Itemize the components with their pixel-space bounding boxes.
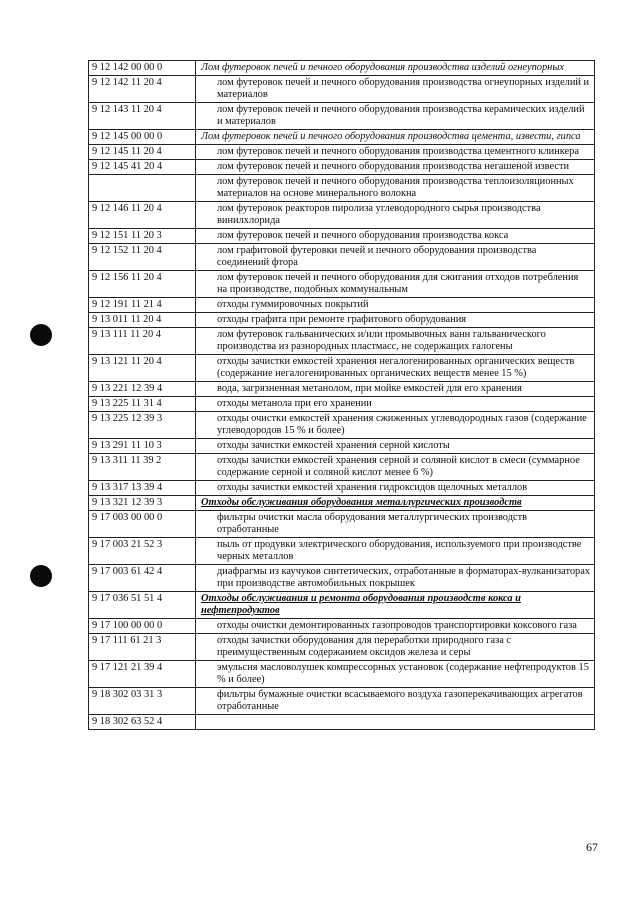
waste-catalog-table [88, 60, 595, 730]
waste-code-cell: 9 12 156 11 20 4 [89, 271, 196, 298]
waste-description-cell: пыль от продувки электрического оборудования, используемого при производстве черных металлов [196, 538, 595, 565]
table-row [89, 271, 595, 298]
waste-code-cell: 9 17 036 51 51 4 [89, 592, 196, 619]
waste-code-cell: 9 17 121 21 39 4 [89, 661, 196, 688]
waste-code-cell: 9 12 142 00 00 0 [89, 61, 196, 76]
table-row [89, 397, 595, 412]
waste-description-cell: отходы зачистки емкостей хранения гидроксидов щелочных металлов [196, 481, 595, 496]
table-row [89, 715, 595, 730]
waste-description-cell: фильтры бумажные очистки всасываемого воздуха газоперекачивающих агрегатов отработанные [196, 688, 595, 715]
waste-description-cell: лом футеровок печей и печного оборудования производства керамических изделий и материалов [196, 103, 595, 130]
waste-code-cell: 9 13 311 11 39 2 [89, 454, 196, 481]
table-row [89, 592, 595, 619]
waste-description-cell: лом футеровок печей и печного оборудования производства негашеной извести [196, 160, 595, 175]
table-row [89, 481, 595, 496]
waste-description-cell: отходы очистки демонтированных газопроводов транспортировки коксового газа [196, 619, 595, 634]
waste-description-cell: лом футеровок печей и печного оборудования производства теплоизоляционных материалов на основе минерального волокна [196, 175, 595, 202]
waste-code-cell: 9 12 146 11 20 4 [89, 202, 196, 229]
table-row [89, 328, 595, 355]
table-row [89, 454, 595, 481]
table-row [89, 538, 595, 565]
waste-description-cell: отходы зачистки емкостей хранения негалогенированных органических веществ (содержание негалогенированных органических веществ менее 15 %) [196, 355, 595, 382]
table-row [89, 439, 595, 454]
table-row [89, 61, 595, 76]
waste-code-cell: 9 12 142 11 20 4 [89, 76, 196, 103]
punch-hole-bottom [30, 565, 52, 587]
waste-code-cell: 9 12 145 41 20 4 [89, 160, 196, 175]
table-row [89, 160, 595, 175]
table-row [89, 229, 595, 244]
waste-code-cell: 9 13 291 11 10 3 [89, 439, 196, 454]
waste-description-cell: лом футеровок печей и печного оборудования производства огнеупорных изделий и материалов [196, 76, 595, 103]
waste-code-cell: 9 12 145 00 00 0 [89, 130, 196, 145]
waste-code-cell: 9 13 225 11 31 4 [89, 397, 196, 412]
table-row [89, 496, 595, 511]
waste-code-cell: 9 13 221 12 39 4 [89, 382, 196, 397]
table-row [89, 76, 595, 103]
waste-code-cell: 9 12 191 11 21 4 [89, 298, 196, 313]
table-row [89, 355, 595, 382]
waste-description-cell: отходы зачистки емкостей хранения серной и соляной кислот в смеси (суммарное содержание серной и соляной кислот менее 6 %) [196, 454, 595, 481]
waste-description-cell: вода, загрязненная метанолом, при мойке емкостей для его хранения [196, 382, 595, 397]
waste-code-cell: 9 17 100 00 00 0 [89, 619, 196, 634]
waste-code-cell: 9 13 321 12 39 3 [89, 496, 196, 511]
waste-description-cell: отходы зачистки оборудования для переработки природного газа с преимущественным содержанием оксидов железа и серы [196, 634, 595, 661]
punch-hole-top [30, 324, 52, 346]
waste-description-cell [196, 715, 595, 730]
table-row [89, 412, 595, 439]
table-row [89, 145, 595, 160]
waste-code-cell: 9 18 302 03 31 3 [89, 688, 196, 715]
page-number: 67 [586, 840, 598, 854]
waste-code-cell: 9 13 111 11 20 4 [89, 328, 196, 355]
waste-code-cell: 9 18 302 63 52 4 [89, 715, 196, 730]
table-row [89, 511, 595, 538]
waste-description-cell: лом футеровок печей и печного оборудования производства цементного клинкера [196, 145, 595, 160]
waste-description-cell: отходы гуммировочных покрытий [196, 298, 595, 313]
waste-description-cell: лом футеровок реакторов пиролиза углеводородного сырья производства винилхлорида [196, 202, 595, 229]
table-row [89, 634, 595, 661]
waste-description-cell: отходы метанола при его хранении [196, 397, 595, 412]
table-row [89, 313, 595, 328]
waste-code-cell: 9 17 111 61 21 3 [89, 634, 196, 661]
table-row [89, 202, 595, 229]
waste-code-cell: 9 12 152 11 20 4 [89, 244, 196, 271]
waste-group-heading: Лом футеровок печей и печного оборудования производства цемента, извести, гипса [196, 130, 595, 145]
table-row [89, 103, 595, 130]
waste-description-cell: лом футеровок гальванических и/или промывочных ванн гальванического производства из разнородных пластмасс, не содержащих галогены [196, 328, 595, 355]
waste-description-cell: отходы очистки емкостей хранения сжиженных углеводородных газов (содержание углеводородов 15 % и более) [196, 412, 595, 439]
waste-code-cell: 9 13 121 11 20 4 [89, 355, 196, 382]
waste-code-cell: 9 17 003 00 00 0 [89, 511, 196, 538]
waste-group-heading: Отходы обслуживания и ремонта оборудования производств кокса и нефтепродуктов [196, 592, 595, 619]
waste-description-cell: отходы графита при ремонте графитового оборудования [196, 313, 595, 328]
waste-code-cell [89, 175, 196, 202]
table-row [89, 688, 595, 715]
waste-code-cell: 9 13 225 12 39 3 [89, 412, 196, 439]
waste-description-cell: диафрагмы из каучуков синтетических, отработанные в форматорах-вулканизаторах при производстве автомобильных покрышек [196, 565, 595, 592]
waste-description-cell: лом футеровок печей и печного оборудования производства кокса [196, 229, 595, 244]
waste-code-cell: 9 17 003 61 42 4 [89, 565, 196, 592]
waste-description-cell: эмульсия масловолушек компрессорных установок (содержание нефтепродуктов 15 % и более) [196, 661, 595, 688]
waste-description-cell: лом графитовой футеровки печей и печного оборудования производства соединений фтора [196, 244, 595, 271]
waste-description-cell: лом футеровок печей и печного оборудования для сжигания отходов потребления на производстве, подобных коммунальным [196, 271, 595, 298]
waste-code-cell: 9 17 003 21 52 3 [89, 538, 196, 565]
table-row [89, 619, 595, 634]
waste-group-heading: Лом футеровок печей и печного оборудования производства изделий огнеупорных [196, 61, 595, 76]
table-row [89, 175, 595, 202]
waste-code-cell: 9 13 317 13 39 4 [89, 481, 196, 496]
table-row [89, 565, 595, 592]
table-row [89, 661, 595, 688]
waste-description-cell: отходы зачистки емкостей хранения серной кислоты [196, 439, 595, 454]
table-row [89, 244, 595, 271]
waste-code-cell: 9 12 151 11 20 3 [89, 229, 196, 244]
waste-code-cell: 9 13 011 11 20 4 [89, 313, 196, 328]
table-row [89, 130, 595, 145]
table-row [89, 298, 595, 313]
waste-code-cell: 9 12 143 11 20 4 [89, 103, 196, 130]
table-row [89, 382, 595, 397]
waste-group-heading: Отходы обслуживания оборудования металлургических производств [196, 496, 595, 511]
waste-description-cell: фильтры очистки масла оборудования металлургических производств отработанные [196, 511, 595, 538]
waste-code-cell: 9 12 145 11 20 4 [89, 145, 196, 160]
